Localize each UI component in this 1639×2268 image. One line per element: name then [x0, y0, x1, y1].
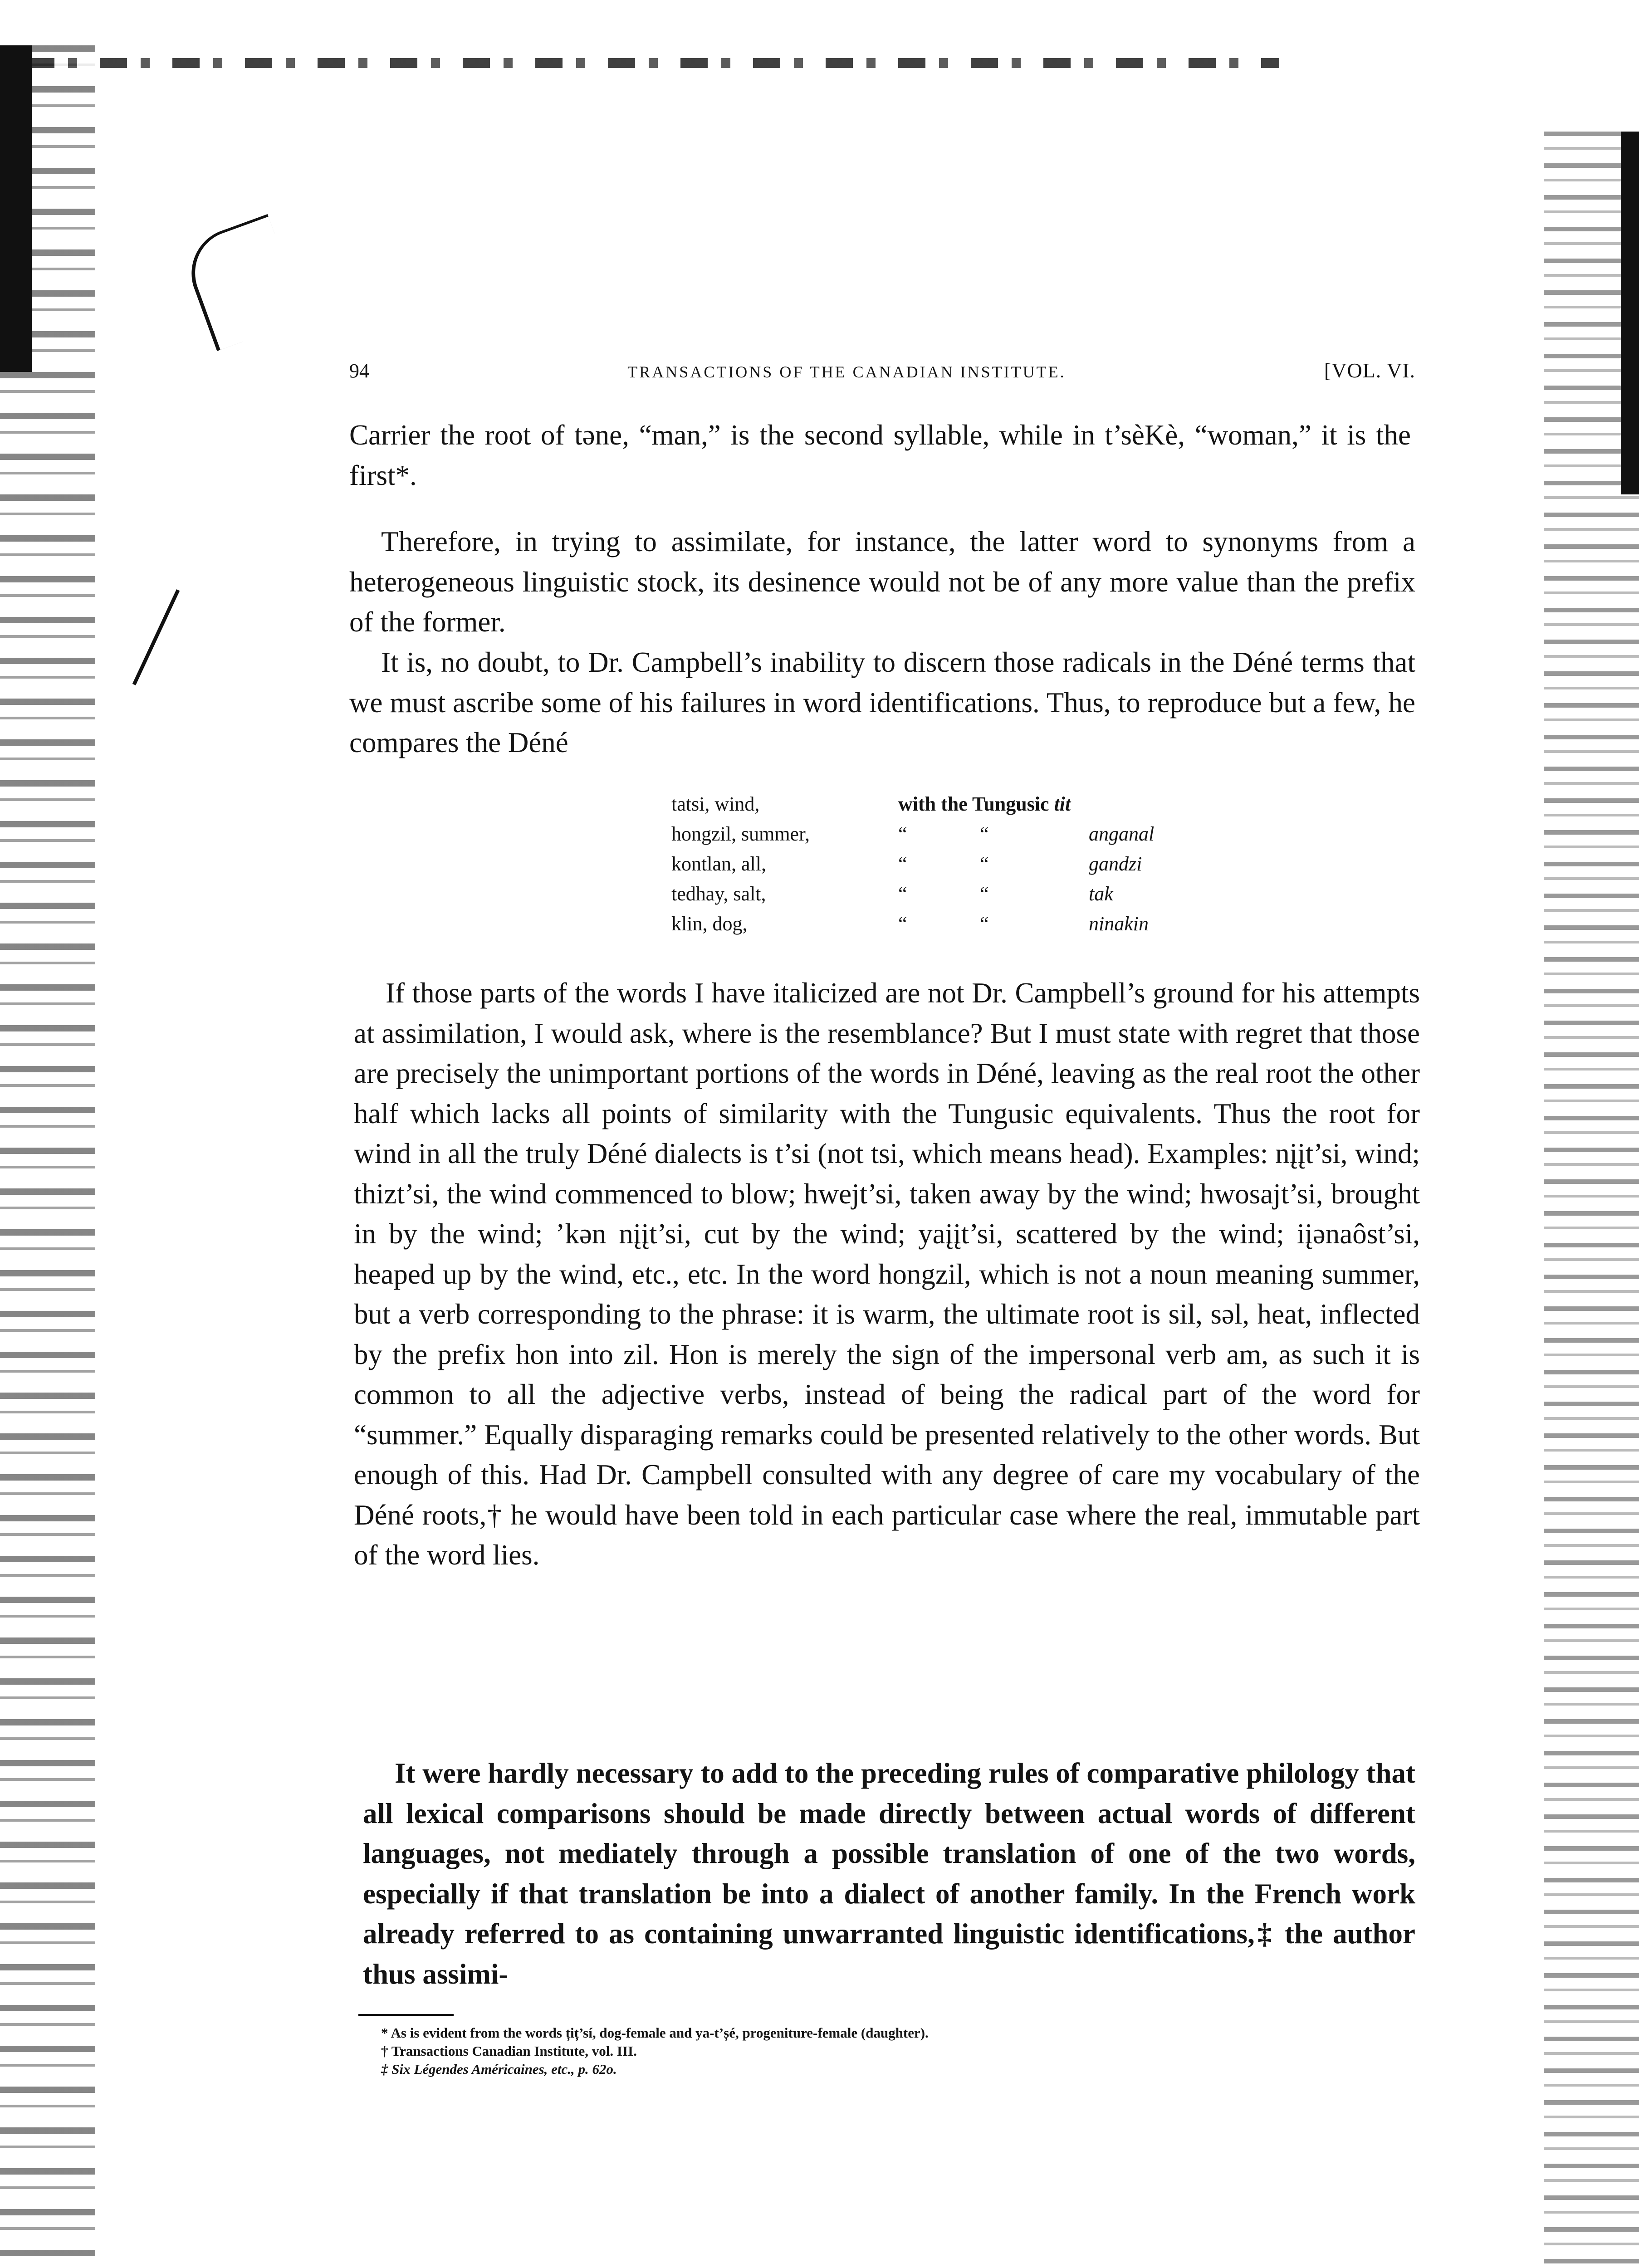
- comparison-row: [671, 879, 1207, 909]
- ditto-mark: “: [980, 913, 989, 935]
- comparison-connector: [898, 789, 1207, 819]
- footnote: ‡ Six Légendes Américaines, etc., p. 62o.: [381, 2061, 617, 2077]
- comparison-table: [671, 789, 1207, 939]
- dene-term: tedhay, salt,: [671, 883, 766, 905]
- ditto-mark: “: [980, 883, 989, 905]
- comparison-row: [671, 849, 1207, 879]
- dene-term: kontlan, all,: [671, 853, 766, 875]
- tungusic-term: ninakin: [1089, 913, 1149, 935]
- scan-edge-top: [27, 58, 1279, 68]
- page-number: 94: [349, 360, 369, 382]
- footnote-rule: [358, 2014, 454, 2016]
- footnotes: [381, 2024, 1424, 2078]
- ditto-mark: “: [898, 913, 907, 935]
- comparison-row: [671, 819, 1207, 849]
- ditto-mark: “: [980, 823, 989, 845]
- dene-term: tatsi, wind,: [671, 793, 760, 815]
- paragraph-3: It is, no doubt, to Dr. Campbell’s inability to discern those radicals in the Déné terms that we must ascribe some of his failures in word identifications. Thus, to reproduce but a few, he compares the Déné: [349, 646, 1415, 758]
- ditto-mark: “: [980, 853, 989, 875]
- pencil-stroke: [132, 589, 180, 685]
- dene-term: klin, dog,: [671, 913, 748, 935]
- tungusic-term: tak: [1089, 883, 1113, 905]
- tungusic-term: tit: [1054, 793, 1071, 815]
- scan-edge-right-dark: [1621, 132, 1639, 494]
- ditto-mark: “: [898, 883, 907, 905]
- paragraph-1: Carrier the root of tәne, “man,” is the second syllable, while in t’sèKè, “woman,” it is the first*.: [349, 419, 1411, 491]
- footnote: † Transactions Canadian Institute, vol. III.: [381, 2043, 637, 2059]
- paragraph-2: Therefore, in trying to assimilate, for instance, the latter word to synonyms from a heterogeneous linguistic stock, its desinence would not be of any more value than the prefix of the former.: [349, 526, 1415, 638]
- ditto-mark: “: [898, 823, 907, 845]
- volume-label: [VOL. VI.: [1324, 359, 1415, 382]
- scan-edge-left: [0, 45, 95, 2268]
- paragraph-5: It were hardly necessary to add to the preceding rules of comparative philology that all lexical comparisons should be made directly between actual words of different languages, not mediately through a possible translation of one of the two words, especially if that translation be into a dialect of another family. In the French work already referred to as containing unwarranted linguistic identifications,‡ the author thus assimi-: [363, 1757, 1415, 1990]
- comparison-row: [671, 909, 1207, 939]
- footnote: * As is evident from the words țiț’sí, dog-female and ya-t’șé, progeniture-female (daughter).: [381, 2025, 929, 2041]
- paragraph-4: If those parts of the words I have italicized are not Dr. Campbell’s ground for his attempts at assimilation, I would ask, where is the resemblance? But I must state with regret that those are precisely the unimportant portions of the words in Déné, leaving as the real root the other half which lacks all points of similarity with the Tungusic equivalents. Thus the root for wind in all the truly Déné dialects is t’si (not tsi, which means head). Examples: nįįt’si, wind; thizt’si, the wind commenced to blow; hwejt’si, taken away by the wind; hwosajt’si, brought in by the wind; ’kәn nįįt’si, cut by the wind; yaįįt’si, scattered by the wind; iįәnaôst’si, heaped up by the wind, etc., etc. In the word hongzil, which is not a noun meaning summer, but a verb corresponding to the phrase: it is warm, the ultimate root is sil, sәl, heat, inflected by the prefix hon into zil. Hon is merely the sign of the impersonal verb am, as such it is common to all the adjective verbs, instead of being the radical part of the word for “summer.” Equally disparaging remarks could be presented relatively to the other words. But enough of this. Had Dr. Campbell consulted with any degree of care my vocabulary of the Déné roots,† he would have been told in each particular case where the real, immutable part of the word lies.: [354, 977, 1420, 1571]
- comparison-row: [671, 789, 1207, 819]
- with-tungusic: with the Tungusic: [898, 793, 1049, 815]
- running-title: TRANSACTIONS OF THE CANADIAN INSTITUTE.: [627, 363, 1066, 381]
- scan-edge-left-dark: [0, 45, 32, 372]
- ditto-mark: “: [898, 853, 907, 875]
- tungusic-term: anganal: [1089, 823, 1155, 845]
- dene-term: hongzil, summer,: [671, 823, 810, 845]
- tungusic-term: gandzi: [1089, 853, 1142, 875]
- pencil-mark: [179, 214, 306, 351]
- running-header: [349, 358, 1415, 395]
